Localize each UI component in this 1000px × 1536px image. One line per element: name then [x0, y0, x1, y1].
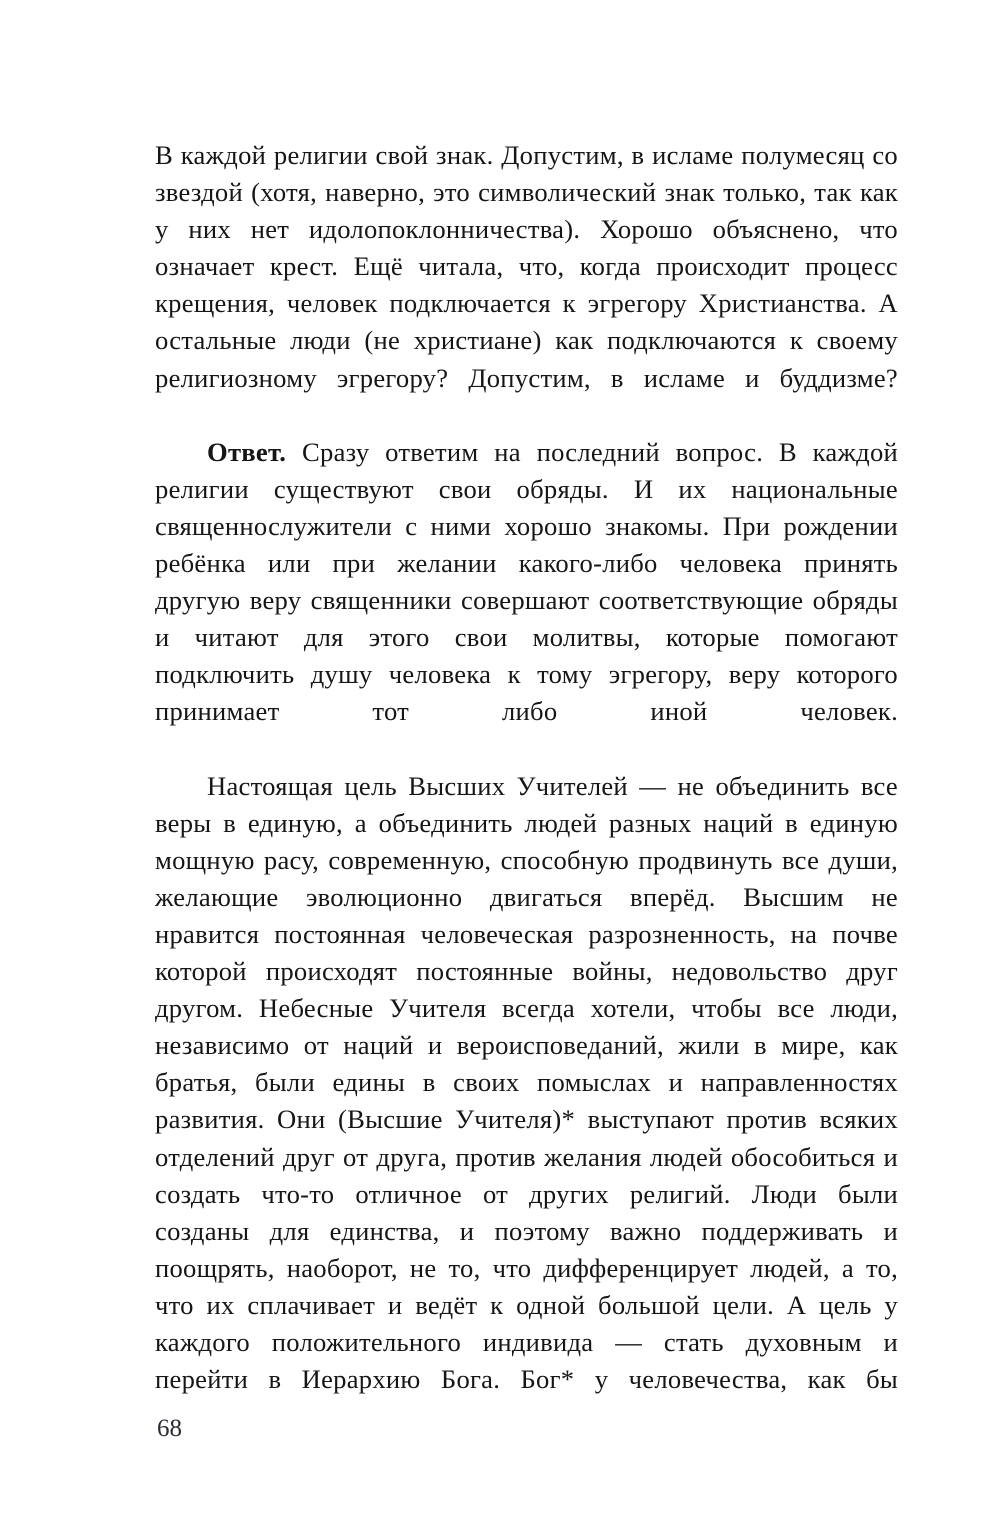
page-number: 68 — [157, 1415, 182, 1442]
question-paragraph — [155, 137, 898, 434]
answer-paragraph — [155, 434, 898, 768]
answer-paragraph-text: Сразу ответим на последний вопрос. В каждой религии существуют свои обряды. И их национальные священнослужители с ними хорошо знакомы. При рождении ребёнка или при желании какого-либо человека принять другую веру священники совершают соответствующие обряды и читают для этого свои молитвы, которые помогают подключить душу человека к тому эгрегору, веру которого принимает тот либо иной человек. — [155, 436, 899, 727]
answer-label: Ответ. — [207, 436, 287, 467]
question-paragraph-text: В каждой религии свой знак. Допустим, в исламе полумесяц со звездой (хотя, наверно, это символический знак только, так как у них нет идолопоклонничества). Хорошо объяснено, что означает крест. Ещё читала, что, когда происходит процесс крещения, человек подключается к эгрегору Христианства. А остальные люди (не христиане) как подключаются к своему религиозному эгрегору? Допустим, в исламе и буддизме? — [155, 140, 898, 393]
teachers-goal-paragraph — [155, 768, 898, 1436]
teachers-goal-paragraph-text: Настоящая цель Высших Учителей — не объединить все веры в единую, а объединить людей разных наций в единую мощную расу, современную, способную продвинуть все души, желающие эволюционно двигаться вперёд. Высшим не нравится постоянная человеческая разрозненность, на почве которой происходят постоянные войны, недовольство друг другом. Небесные Учителя всегда хотели, чтобы все люди, независимо от наций и вероисповеданий, жили в мире, как братья, были едины в своих помыслах и направленностях развития. Они (Высшие Учителя)* выступают против всяких отделений друг от друга, против желания людей обособиться и создать что-то отличное от других религий. Люди были созданы для единства, и поэтому важно поддерживать и поощрять, наоборот, не то, что дифференцирует людей, а то, что их сплачивает и ведёт к одной большой цели. А цель у каждого положительного индивида — стать духовным и перейти в Иерархию Бога. Бог* у человечества, как бы — [155, 770, 898, 1395]
text-column — [155, 137, 898, 1435]
